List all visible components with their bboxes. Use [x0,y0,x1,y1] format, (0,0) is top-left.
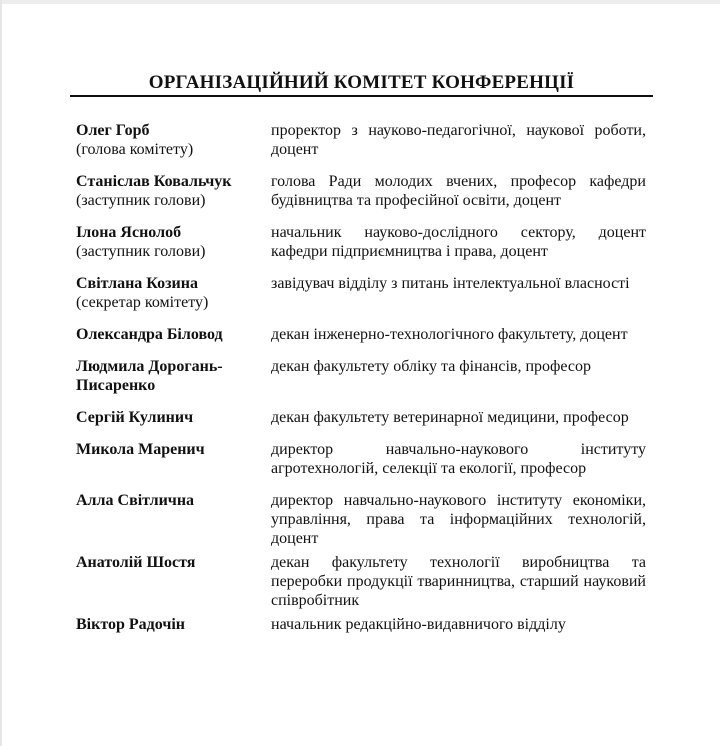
member-position: декан факультету технології виробництва та переробки продукції тваринництва, старший науковий співробітник [271,554,646,609]
member-person [76,172,271,210]
committee-member-row [76,440,646,478]
member-position: начальник редакційно-видавничого відділу [271,616,566,633]
committee-list [76,121,646,634]
member-person [76,615,271,634]
member-name: Станіслав Ковальчук [76,173,232,190]
member-position: директор навчально-наукового інституту економіки, управління, права та інформаційних технологій, доцент [271,492,646,547]
member-person [76,491,271,510]
member-name: Людмила Дорогань-Писаренко [76,358,223,394]
member-person [76,121,271,159]
member-position: проректор з науково-педагогічної, наукової роботи, доцент [271,122,646,158]
committee-member-row [76,325,646,344]
member-name: Алла Світлична [76,492,195,509]
page-title: ОРГАНІЗАЦІЙНИЙ КОМІТЕТ КОНФЕРЕНЦІЇ [70,72,653,97]
committee-member-row [76,172,646,210]
member-person [76,357,271,395]
member-name: Микола Маренич [76,441,205,458]
member-name: Анатолій Шостя [76,554,196,571]
member-person [76,274,271,312]
member-role: (голова комітету) [76,141,194,158]
member-position: завідувач відділу з питань інтелектуальної власності [271,275,630,292]
page-top-edge [0,0,720,4]
member-person [76,553,271,572]
member-name: Ілона Яснолоб [76,224,182,241]
member-person [76,325,271,344]
committee-member-row [76,491,646,548]
member-name: Олександра Біловод [76,326,223,343]
member-role: (заступник голови) [76,243,206,260]
member-position: декан факультету ветеринарної медицини, професор [271,409,629,426]
member-name: Сергій Кулинич [76,409,194,426]
page-left-edge [0,0,2,746]
committee-member-row [76,408,646,427]
member-person [76,223,271,261]
member-position: декан інженерно-технологічного факультету, доцент [271,326,628,343]
member-person [76,408,271,427]
committee-member-row [76,121,646,159]
member-position: начальник науково-дослідного сектору, доцент кафедри підприємництва і права, доцент [271,224,646,260]
committee-member-row [76,223,646,261]
member-name: Світлана Козина [76,275,198,292]
committee-member-row [76,357,646,395]
member-role: (секретар комітету) [76,294,209,311]
member-position: директор навчально-наукового інституту агротехнологій, селекції та екології, професор [271,441,646,477]
member-name: Віктор Радочін [76,616,186,633]
member-position: декан факультету обліку та фінансів, професор [271,358,591,375]
member-role: (заступник голови) [76,192,206,209]
member-name: Олег Горб [76,122,150,139]
committee-member-row [76,553,646,610]
member-person [76,440,271,459]
committee-member-row [76,274,646,312]
member-position: голова Ради молодих вчених, професор кафедри будівництва та професійної освіти, доцент [271,173,646,209]
committee-member-row [76,615,646,634]
